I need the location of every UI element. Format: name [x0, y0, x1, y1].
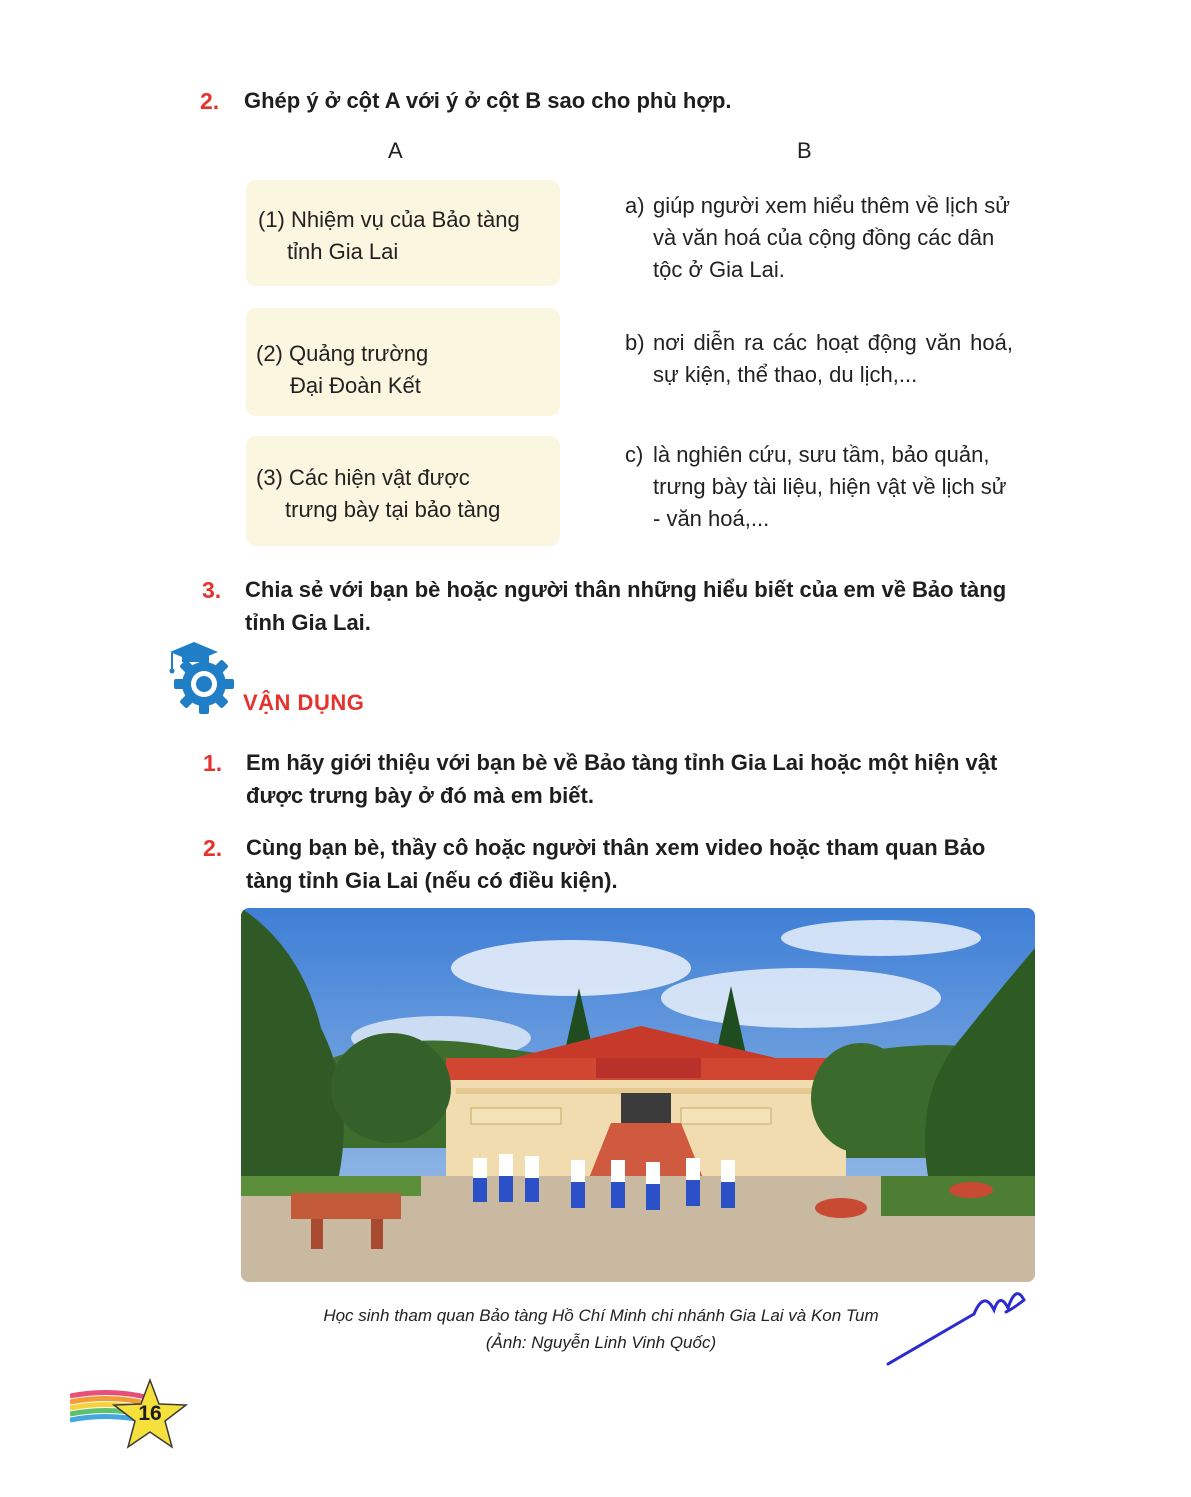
column-a-item-1	[246, 180, 560, 286]
column-a-item-3-line2: trưng bày tại bảo tàng	[285, 497, 501, 522]
column-a-item-3-line1: (3) Các hiện vật được	[256, 465, 470, 490]
column-b-item-c-text: là nghiên cứu, sưu tầm, bảo quản, trưng bày tài liệu, hiện vật về lịch sử - văn hoá,...	[653, 442, 1007, 531]
photo-caption-line1: Học sinh tham quan Bảo tàng Hồ Chí Minh chi nhánh Gia Lai và Kon Tum	[323, 1306, 879, 1325]
exercise-3-number: 3.	[202, 577, 222, 603]
column-b-header: B	[797, 138, 812, 163]
column-b-item-b	[625, 327, 1025, 397]
exercise-2-prompt: Ghép ý ở cột A với ý ở cột B sao cho phù hợp.	[244, 88, 732, 113]
column-b-item-a-label: a)	[625, 193, 645, 218]
gear-graduation-cap-icon	[160, 638, 242, 718]
page-number-badge	[70, 1378, 200, 1450]
section-title-van-dung: VẬN DỤNG	[243, 690, 365, 715]
van-dung-item-1-text: Em hãy giới thiệu với bạn bè về Bảo tàng tỉnh Gia Lai hoặc một hiện vật được trưng bày ở đó mà em biết.	[246, 750, 998, 808]
column-a-item-2	[246, 308, 560, 416]
exercise-3-text: Chia sẻ với bạn bè hoặc người thân những hiểu biết của em về Bảo tàng tỉnh Gia Lai.	[245, 577, 1007, 635]
column-b-item-b-text: nơi diễn ra các hoạt động văn hoá, sự kiện, thể thao, du lịch,...	[653, 330, 1013, 387]
museum-photo	[241, 908, 1035, 1282]
column-b-item-c-label: c)	[625, 442, 644, 467]
signature	[884, 1272, 1034, 1372]
page-number: 16	[138, 1402, 162, 1425]
column-b-item-a-text: giúp người xem hiểu thêm về lịch sử và văn hoá của cộng đồng các dân tộc ở Gia Lai.	[653, 193, 1010, 282]
exercise-2-number: 2.	[200, 88, 220, 114]
column-a-item-1-line2: tỉnh Gia Lai	[287, 239, 399, 264]
photo-caption-line2: (Ảnh: Nguyễn Linh Vinh Quốc)	[485, 1333, 717, 1352]
column-a-item-1-line1: (1) Nhiệm vụ của Bảo tàng	[258, 207, 520, 232]
van-dung-item-2-number: 2.	[203, 835, 223, 861]
column-b-item-a	[625, 190, 1025, 290]
column-a-item-2-line2: Đại Đoàn Kết	[290, 373, 421, 398]
van-dung-item-1-number: 1.	[203, 750, 223, 776]
column-b-item-c	[625, 439, 1025, 539]
column-a-item-3	[246, 436, 560, 546]
van-dung-item-2-text: Cùng bạn bè, thầy cô hoặc người thân xem video hoặc tham quan Bảo tàng tỉnh Gia Lai (nếu có điều kiện).	[246, 835, 986, 893]
column-b-item-b-label: b)	[625, 330, 645, 355]
column-a-item-2-line1: (2) Quảng trường	[256, 341, 429, 366]
column-a-header: A	[388, 138, 403, 163]
